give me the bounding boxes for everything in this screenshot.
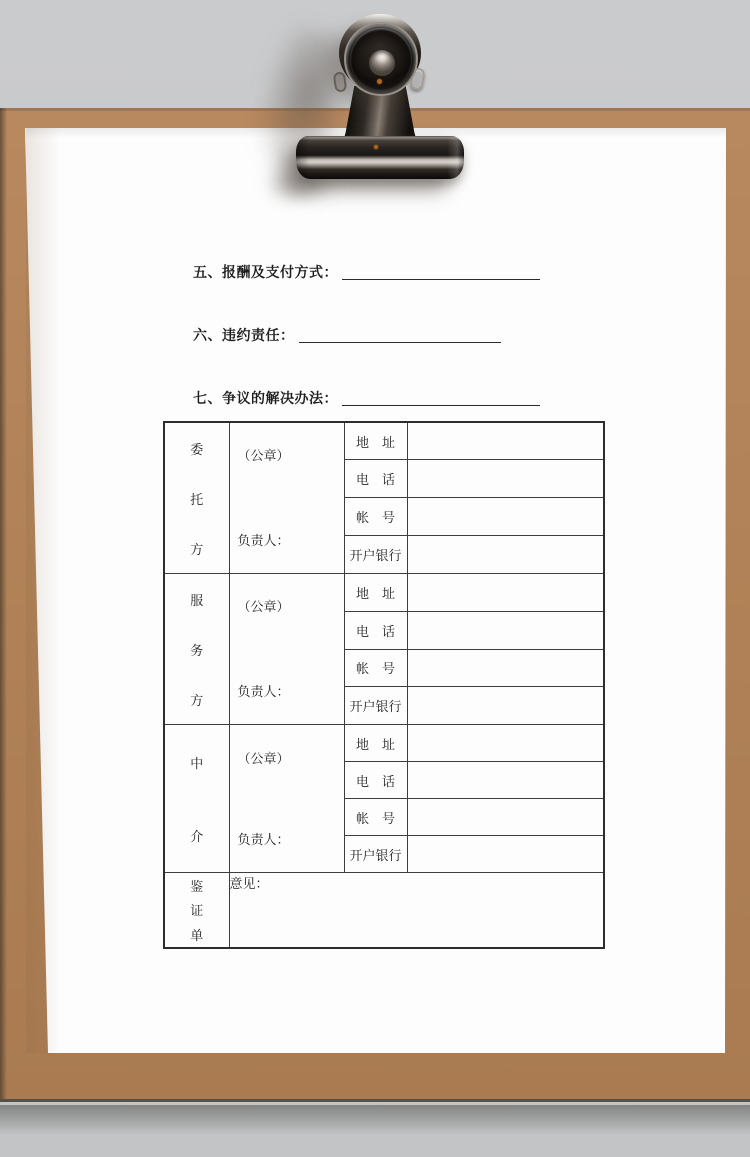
party-char: 介 <box>190 828 204 844</box>
person-in-charge-label: 负责人： <box>237 533 290 548</box>
section-six-blank-line <box>299 328 501 343</box>
field-value-cell <box>407 498 604 536</box>
field-value-cell <box>407 422 604 460</box>
party-char: 单 <box>190 928 204 944</box>
party-char: 服 <box>190 592 204 608</box>
signature-table <box>163 421 605 949</box>
party-cell-client <box>164 422 229 574</box>
field-label-bank: 开户银行 <box>344 536 407 574</box>
field-label-bank: 开户银行 <box>344 687 407 725</box>
field-value-cell <box>407 799 604 836</box>
field-label-account: 帐 号 <box>344 498 407 536</box>
party-name-vertical <box>165 726 229 872</box>
field-value-cell <box>407 611 604 649</box>
field-value-cell <box>407 725 604 762</box>
field-value-cell <box>407 762 604 799</box>
party-char: 务 <box>190 642 204 658</box>
section-five-blank-line <box>342 265 540 280</box>
field-label-address: 地 址 <box>344 574 407 612</box>
table-row <box>164 725 604 762</box>
field-label-bank: 开户银行 <box>344 836 407 873</box>
section-six-line <box>193 325 501 345</box>
party-cell-attestation <box>164 873 229 949</box>
field-value-cell <box>407 687 604 725</box>
party-cell-service <box>164 574 229 725</box>
seal-label: （公章） <box>237 448 290 463</box>
seal-person-cell-intermediary <box>229 725 344 873</box>
party-name-vertical <box>165 423 229 573</box>
table-row <box>164 422 604 460</box>
section-six-label: 六、违约责任： <box>193 329 295 344</box>
section-seven-label: 七、争议的解决办法： <box>193 392 338 407</box>
field-value-cell <box>407 836 604 873</box>
party-char: 鉴 <box>190 878 204 894</box>
seal-label: （公章） <box>237 599 290 614</box>
seal-person-cell-service <box>229 574 344 725</box>
field-value-cell <box>407 536 604 574</box>
field-value-cell <box>407 574 604 612</box>
seal-label: （公章） <box>237 750 290 766</box>
section-five-line <box>193 262 540 282</box>
seal-person-cell-client <box>229 422 344 574</box>
field-label-phone: 电 话 <box>344 460 407 498</box>
party-char: 方 <box>190 541 204 557</box>
clip-amber-reflection-dot <box>377 79 382 84</box>
party-name-vertical <box>165 873 229 947</box>
table-row <box>164 574 604 612</box>
clip-bar-amber-dot <box>374 145 378 149</box>
clip-knob <box>344 22 418 96</box>
party-char: 委 <box>190 441 204 457</box>
person-in-charge-label: 负责人： <box>237 831 290 847</box>
opinion-cell: 意见： <box>229 873 604 949</box>
field-label-phone: 电 话 <box>344 762 407 799</box>
party-cell-intermediary <box>164 725 229 873</box>
field-label-address: 地 址 <box>344 422 407 460</box>
field-label-phone: 电 话 <box>344 611 407 649</box>
section-seven-line <box>193 388 540 408</box>
field-label-account: 帐 号 <box>344 649 407 687</box>
party-char: 证 <box>190 903 204 919</box>
party-name-vertical <box>165 574 229 724</box>
field-value-cell <box>407 649 604 687</box>
person-in-charge-label: 负责人： <box>237 684 290 699</box>
section-five-label: 五、报酬及支付方式： <box>193 266 338 281</box>
table-row <box>164 873 604 949</box>
section-seven-blank-line <box>342 391 540 406</box>
clip-knob-hole <box>369 50 395 76</box>
party-char: 托 <box>190 491 204 507</box>
party-char: 中 <box>190 755 204 771</box>
clip-grip-bar <box>296 136 464 179</box>
field-label-account: 帐 号 <box>344 799 407 836</box>
party-char: 方 <box>190 692 204 708</box>
field-value-cell <box>407 460 604 498</box>
field-label-address: 地 址 <box>344 725 407 762</box>
